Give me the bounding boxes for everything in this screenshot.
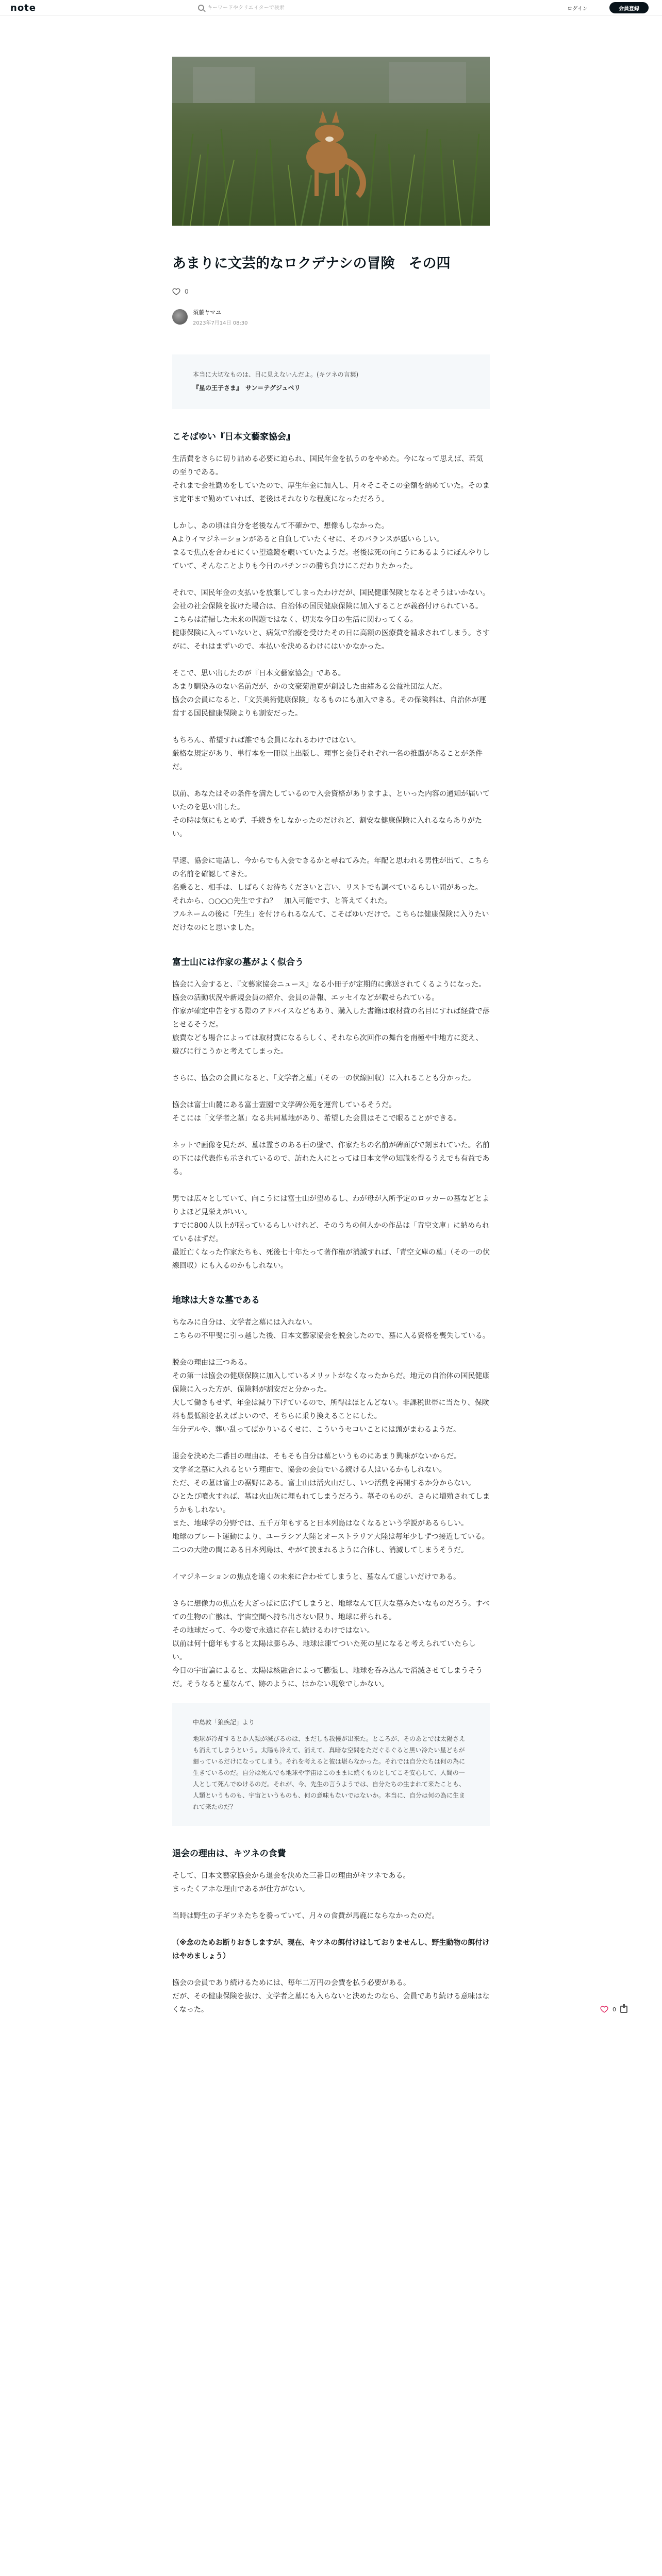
paragraph: そこで、思い出したのが『日本文藝家協会』である。 あまり馴染みのない名前だが、かの文豪菊池寛が創設した由緒ある公益社団法人だ。 協会の会員になると、「文芸美術健康保険」なるものにも加入できる。その保険料は、自治体が運営する国民健康保険よりも割安だった。 xyxy=(172,669,486,718)
final-section xyxy=(172,1846,490,2016)
search-icon xyxy=(198,5,204,11)
side-like-count: 0 xyxy=(613,2006,616,2013)
article-body xyxy=(172,430,490,1691)
heart-icon[interactable] xyxy=(172,287,180,296)
note-logo[interactable]: note xyxy=(10,3,36,13)
paragraph: さらに想像力の焦点を大ざっぱに広げてしまうと、地球なんて巨大な墓みたいなものだろう。すべての生物の亡骸は、宇宙空間へ持ち出さない限り、地球に葬られる。 その地球だって、今の姿で永遠に存在し続けるわけではない。 以前は何十億年もすると太陽は膨らみ、地球は凍てついた死の星になると考えられていたらしい。 今日の宇宙論によると、太陽は核融合によって膨張し、地球を呑み込んで消滅させてしまうそうだ。そうなると墓なんて、跡のように、はかない現象でしかない。 xyxy=(172,1600,490,1688)
paragraph: ネットで画像を見たが、墓は霊さのある石の壁で、作家たちの名前が碑面びで刻まれていた。名前の下には代表作も示されているので、訪れた人にとっては日本文学の知識を得るうえでも有益である。 xyxy=(172,1141,490,1176)
paragraph: しかし、あの頃は自分を老後なんて不確かで、想像もしなかった。 Aよりイマジネーションがあると自負していたくせに、そのバランスが悪いらしい。 まるで焦点を合わせにくい望遠鏡を覗いていたようだ。老後は死の向こうにあるようにぼんやりしていて、そんなことよりも今日のパチンコの勝ち負けにこだわりたかった。 xyxy=(172,522,490,570)
section-heading: 退会の理由は、キツネの食費 xyxy=(172,1849,286,1859)
like-row xyxy=(172,286,490,297)
section-heading: 地球は大きな墓である xyxy=(172,1295,260,1306)
post-date: 2023年7月14日 08:30 xyxy=(193,320,248,326)
inner-quote xyxy=(172,1703,490,1826)
paragraph: さらに、協会の会員になると、「文学者之墓」（その一の伏線回収）に入れることも分かった。 xyxy=(172,1074,475,1082)
like-count: 0 xyxy=(185,288,189,295)
epigraph-box xyxy=(172,354,490,409)
avatar[interactable] xyxy=(172,309,188,325)
site-header xyxy=(0,0,662,15)
paragraph: 脱会の理由は三つある。 その第一は協会の健康保険に加入しているメリットがなくなったからだ。地元の自治体の国民健康保険に入った方が、保険料が割安だと分かった。 大して働きもせず、年金は減り下げているので、所得はほとんどない。非課税世帯に当たり、保険料も最低額を払えばよいので、そちらに乗り換えることにした。 年分デルや、葬い乱ってばかりいるくせに、こういうセコいことには頭がまわるようだ。 xyxy=(172,1359,490,1434)
paragraph: そして、日本文藝家協会から退会を決めた三番目の理由がキツネである。 まったくアホな理由であるが仕方がない。 xyxy=(172,1872,410,1893)
paragraph: （※念のためお断りおきしますが、現在、キツネの餌付けはしておりませんし、野生動物の餌付けはやめましょう） xyxy=(172,1939,490,1960)
search-input[interactable] xyxy=(207,5,326,11)
epigraph-line: 本当に大切なものは、目に見えないんだよ。(キツネの言葉) xyxy=(193,371,359,378)
paragraph: それで、国民年金の支払いを放棄してしまったわけだが、国民健康保険となるとそうはいかない。会社の社会保険を抜けた場合は、自治体の国民健康保険に加入することが義務付けられている。 こちらは清掃した未来の問題ではなく、切実な今日の生活に関わってくる。 健康保険に入っていないと、病気で治療を受けたその日に高額の医療費を請求されてしまう。さすがに、それはまずいので、本払いを決めるわけにはいかなかった。 xyxy=(172,589,490,651)
paragraph: 退会を決めた二番目の理由は、そもそも自分は墓というものにあまり興味がないからだ。 文学者之墓に入れるという理由で、協会の会員でいる続ける人はいるかもしれない。 ただ、その墓は富士の裾野にある。富士山は活火山だし、いつ活動を再開するか分からない。 ひとたび噴火すれば、墓は火山灰に埋もれてしまうだろう。墓そのものが、さらに増殖されてしまうかもしれない。 また、地球学の分野では、五千万年もすると日本列島はなくなるという学説があるらしい。 地球のプレート運動により、ユーラシア大陸とオーストラリア大陸は毎年少しずつ接近している。二つの大陸の間にある日本列島は、やがて挟まれるように合体し、消滅してしまうそうだ。 xyxy=(172,1452,490,1554)
paragraph: 男では広々としていて、向こうには富士山が望めるし、わが母が入所予定のロッカーの墓などとよりよほど見栄えがいい。 すでに800人以上が眠っているらしいけれど、そのうちの何人かの作品は「青空文庫」に納められているはずだ。 最近亡くなった作家たちも、死後七十年たって著作権が消滅すれば、「青空文庫の墓」（その一の伏線回収）にも入るのかもしれない。 xyxy=(172,1195,490,1270)
paragraph: ちなみに自分は、文学者之墓には入れない。 こちらの不甲斐に引っ越した後、日本文藝家協会を脱会したので、墓に入る資格を喪失している。 xyxy=(172,1318,490,1340)
paragraph: もちろん、希望すれば誰でも会員になれるわけではない。 厳格な規定があり、単行本を一冊以上出版し、理事と会員それぞれ一名の推薦があることが条件だ。 xyxy=(172,736,483,771)
paragraph: 協会に入会すると、『文藝家協会ニュース』なる小冊子が定期的に郵送されてくるようになった。 協会の活動状況や新規会員の紹介、会員の訃報、エッセイなどが載せられている。 作家が確定申告をする際のアドバイスなどもあり、購入した書籍は取材費の名目にすれば経費で落とせるそうだ。 旅費なども場合によっては取材費になるらしく、それなら次回作の舞台を南極や中地方に変え、遊びに行こうかと考えてしまった。 xyxy=(172,980,490,1056)
share-icon[interactable] xyxy=(620,2006,627,2013)
signup-button[interactable]: 会員登録 xyxy=(609,2,649,13)
paragraph: イマジネーションの焦点を遠くの未来に合わせてしまうと、墓なんて虚しいだけである。 xyxy=(172,1573,461,1581)
paragraph: 生活費をさらに切り詰める必要に迫られ、国民年金を払うのをやめた。今になって思えば、若気の至りである。 それまで会社勤めをしていたので、厚生年金に加入し、月々そこそこの金額を納めていた。そのまま定年まで勤めていれば、老後はそれなりな程度になっただろう。 xyxy=(172,455,490,503)
paragraph: 早速、協会に電話し、今からでも入会できるかと尋ねてみた。年配と思われる男性が出て、こちらの名前を確認してきた。 名乗ると、相手は、しばらくお待ちくださいと言い、リストでも調べているらしい間があった。 それから、○○○○先生ですね？ 加入可能です、と答えてくれた。 フルネームの後に「先生」を付けられるなんて、こそばゆいだけで。こちらは健康保険に入りたいだけなのにと思いました。 xyxy=(172,857,490,932)
search-bar[interactable] xyxy=(198,3,332,13)
inner-quote-text: 地球が冷却するとか人類が滅びるのは、まだしも我慢が出来た。ところが、そのあとでは太陽さえも消えてしまうという。太陽も冷えて、消えて、真暗な空間をただぐるぐると黒い冷たい星どもが廻っているだけになってしまう。それを考えると彼は堪らなかった。それでは自分たちは何の為に生きているのだ。自分は死んでも地球や宇宙はこのままに続くものとしてこそ安心して、人間の一人として死んでゆけるのだ。それが、今、先生の言うようでは、自分たちの生まれて来たことも、人類というものも、宇宙というものも、何の意味もないではないか。本当に、自分は何の為に生まれて来たのだ？ xyxy=(193,1735,466,1810)
side-heart-icon[interactable] xyxy=(600,2005,608,2013)
section-heading: 富士山には作家の墓がよく似合う xyxy=(172,957,304,968)
section-heading: こそばゆい『日本文藝家協会』 xyxy=(172,432,295,442)
paragraph: 以前、あなたはその条件を満たしているので入会資格がありますよ、といった内容の通知が届いていたのを思い出した。 その時は気にもとめず、手続きをしなかったのだけれど、割安な健康保険に入れるならありがたい。 xyxy=(172,790,490,838)
inner-quote-attribution: 中島敦「狼疾記」より xyxy=(193,1719,255,1726)
login-button[interactable]: ログイン xyxy=(562,3,593,13)
side-actions xyxy=(600,2004,631,2014)
author-name[interactable]: 須藤ヤマユ xyxy=(193,309,221,316)
article-title: あまりに文芸的なロクデナシの冒険 その四 xyxy=(172,256,451,272)
hero-image xyxy=(172,57,490,226)
author-info[interactable] xyxy=(172,308,490,326)
paragraph: 当時は野生の子ギツネたちを養っていて、月々の食費が馬鹿にならなかったのだ。 xyxy=(172,1912,439,1920)
paragraph: 協会の会員であり続けるためには、毎年二万円の会費を払う必要がある。 だが、その健康保険を抜け、文学者之墓にも入らないと決めたのなら、会員であり続ける意味はなくなった。 xyxy=(172,1979,490,2014)
paragraph: 協会は富士山麓にある富士霊園で文学碑公苑を運営しているそうだ。 そこには「文学者之墓」なる共同墓地があり、希望した会員はそこで眠ることができる。 xyxy=(172,1101,461,1123)
epigraph-source: 『星の王子さま』 サン＝テグジュペリ xyxy=(193,384,301,392)
article xyxy=(172,252,490,2016)
